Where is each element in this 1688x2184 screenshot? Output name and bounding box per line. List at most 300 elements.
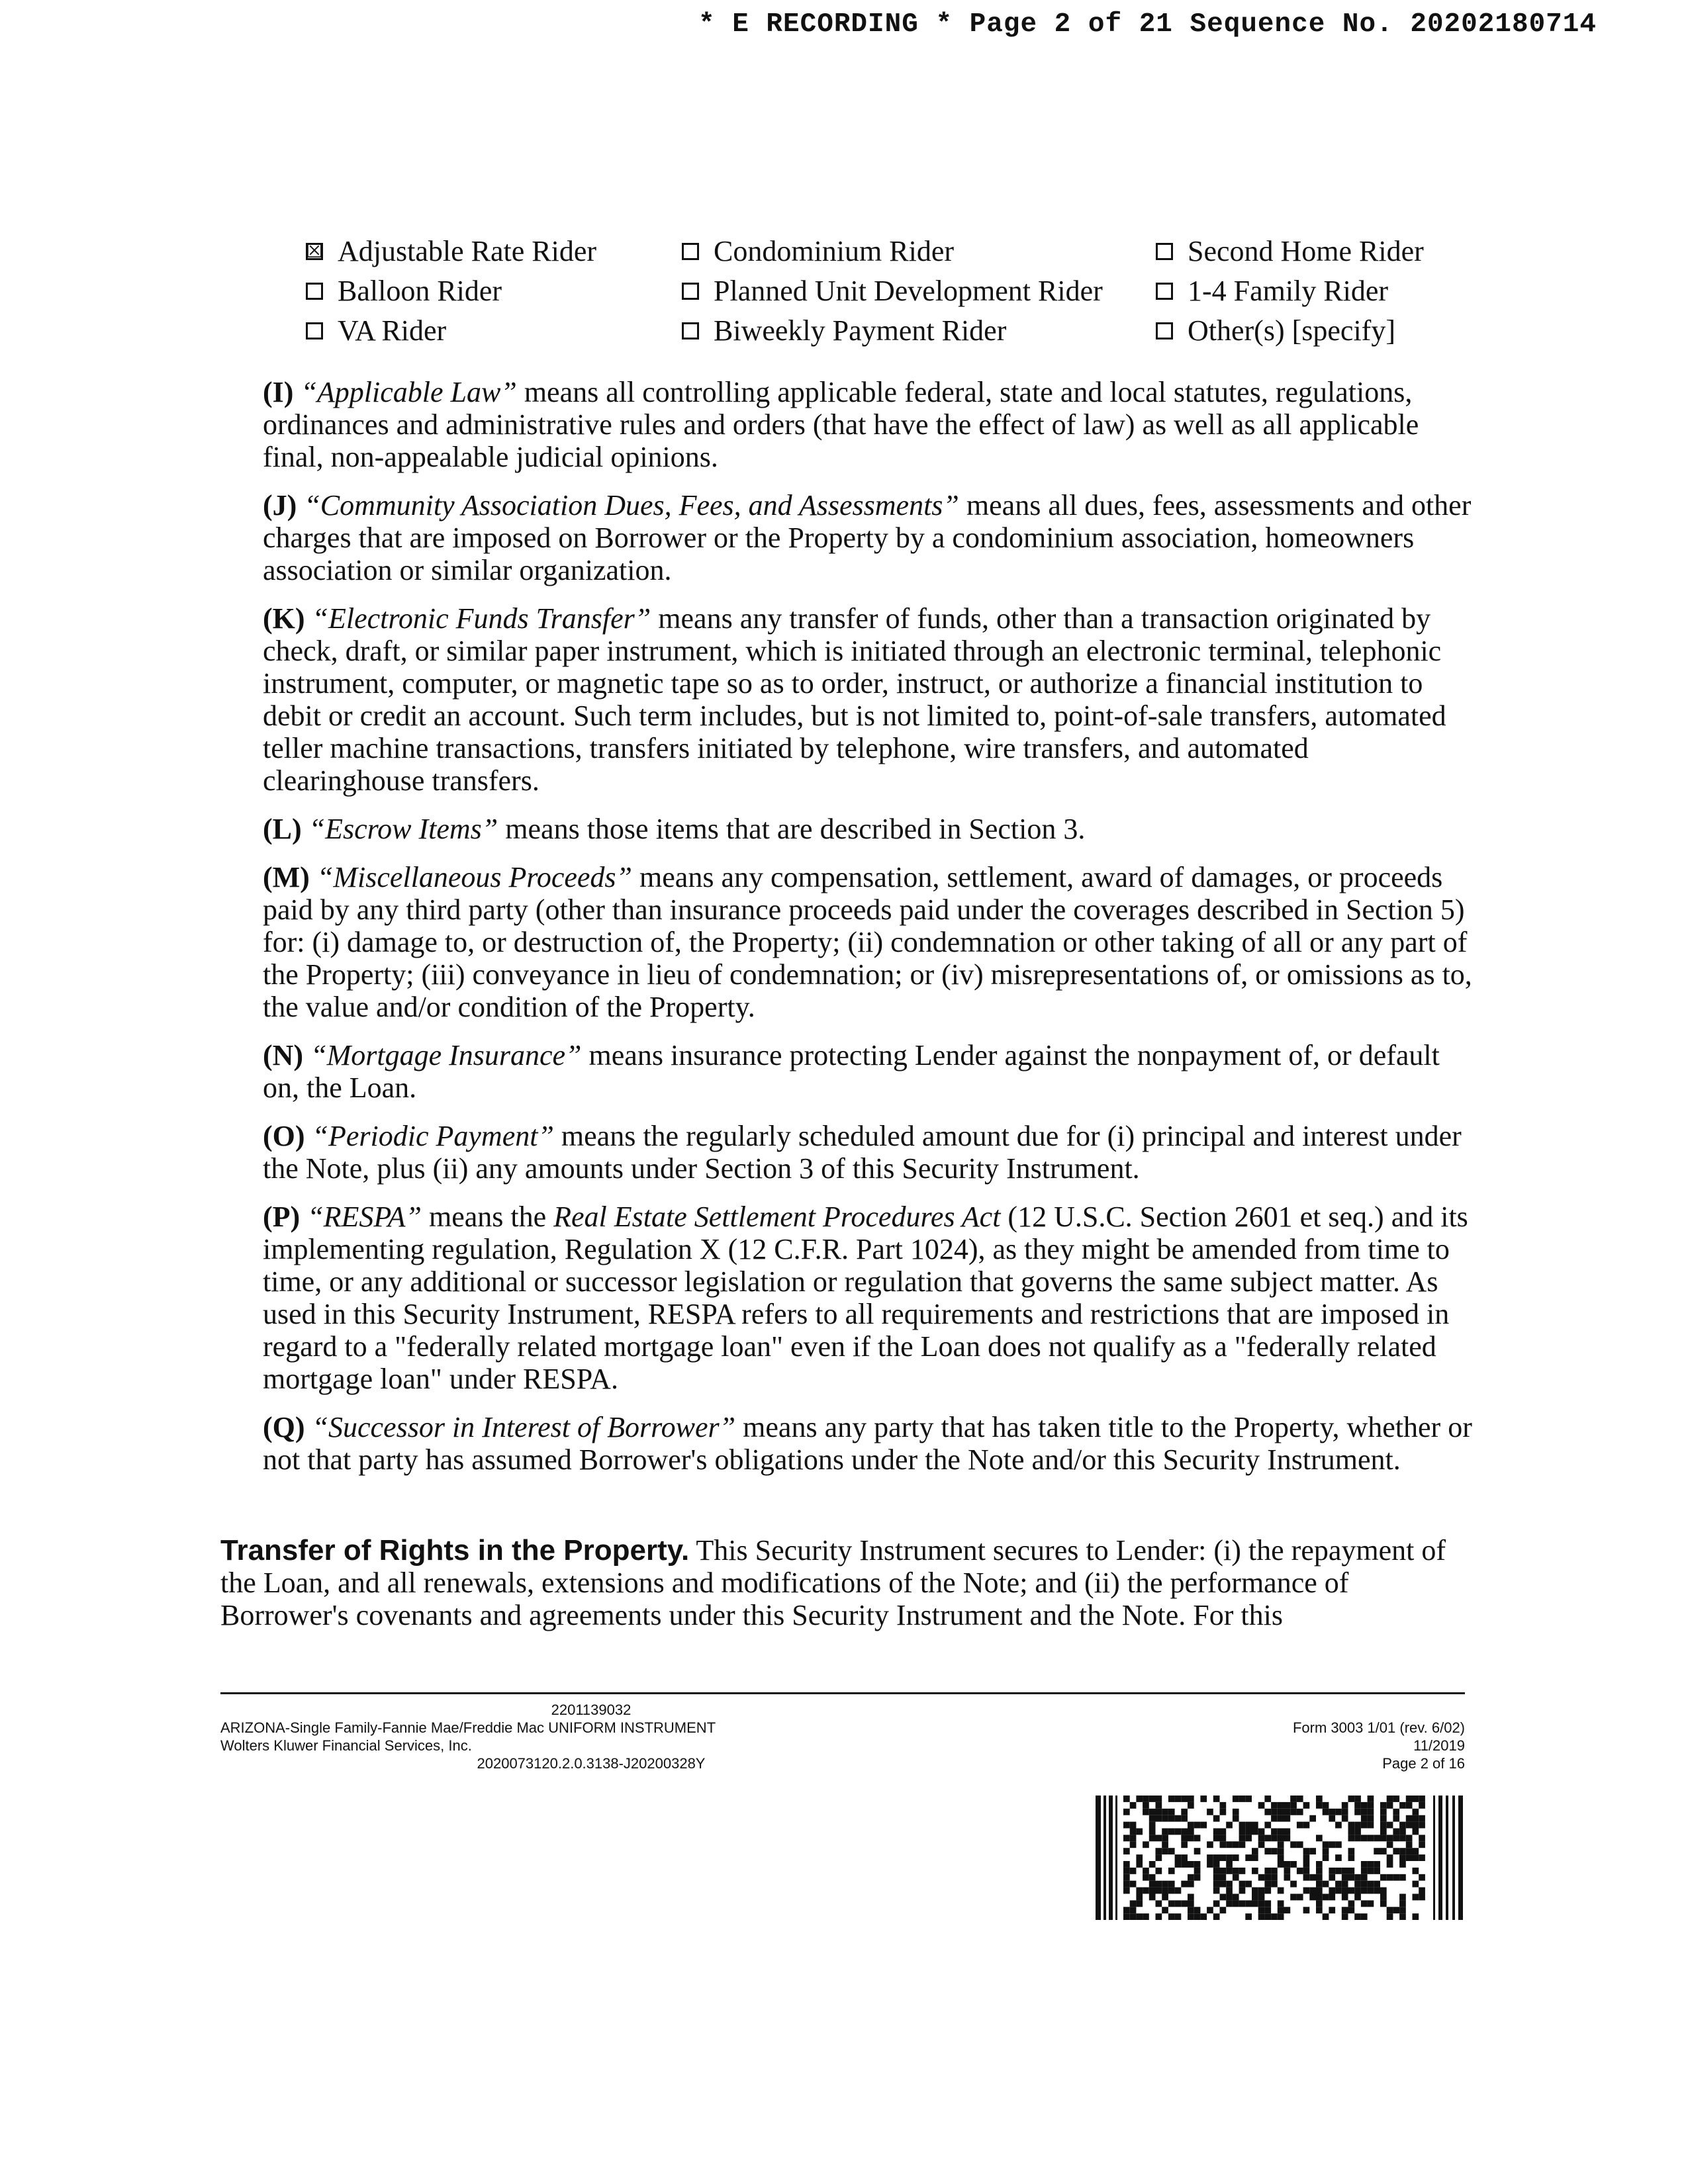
barcode-module xyxy=(1368,1796,1374,1802)
barcode-module xyxy=(1233,1868,1239,1874)
barcode-module xyxy=(1258,1888,1265,1894)
barcode-module xyxy=(1329,1874,1335,1881)
barcode-module xyxy=(1278,1907,1284,1913)
barcode-module xyxy=(1380,1809,1387,1815)
barcode-module xyxy=(1162,1835,1168,1841)
barcode-module xyxy=(1162,1907,1168,1913)
barcode-module xyxy=(1278,1913,1284,1920)
rider-label: VA Rider xyxy=(338,314,447,347)
barcode-module xyxy=(1323,1894,1329,1901)
barcode-module xyxy=(1348,1900,1355,1907)
barcode-module xyxy=(1393,1907,1399,1913)
barcode-module xyxy=(1252,1829,1258,1835)
barcode-module xyxy=(1297,1894,1303,1901)
barcode-module xyxy=(1264,1796,1271,1802)
barcode-module xyxy=(1181,1809,1188,1815)
barcode-module xyxy=(1354,1796,1361,1802)
rider-balloon xyxy=(306,271,682,311)
barcode-module xyxy=(1323,1848,1329,1854)
barcode-module xyxy=(1380,1874,1387,1881)
barcode-module xyxy=(1303,1874,1310,1881)
definition-term: “Applicable Law” xyxy=(301,376,517,408)
definition-term: “Mortgage Insurance” xyxy=(310,1039,582,1071)
barcode-module xyxy=(1213,1829,1220,1835)
barcode-module xyxy=(1245,1854,1252,1861)
definition-text: means any transfer of funds, other than a transaction originated by check, draft, or similar paper instrument, which is initiated through an electronic terminal, telephonic instrument, computer, or magnetic tape so as to order, instruct, or authorize a financial institution to debit or credit an account. Such term includes, but is not limited to, point-of-sale transfers, automated teller machine transactions, transfers initiated by telephone, wire transfers, and automated clearinghouse transfers. xyxy=(263,602,1446,797)
barcode-module xyxy=(1393,1809,1399,1815)
definition-term: “Periodic Payment” xyxy=(312,1120,554,1152)
definition-text: means insurance protecting Lender against the nonpayment of, or default on, the Loan. xyxy=(263,1039,1440,1104)
barcode-module xyxy=(1374,1868,1380,1874)
barcode-module xyxy=(1258,1907,1265,1913)
barcode-module xyxy=(1220,1868,1227,1874)
barcode-module xyxy=(1335,1841,1342,1848)
barcode-module xyxy=(1188,1802,1194,1809)
barcode-module xyxy=(1399,1835,1406,1841)
barcode-module xyxy=(1213,1900,1220,1907)
barcode-module xyxy=(1136,1796,1143,1802)
rider-label: Planned Unit Development Rider xyxy=(714,275,1103,307)
definition-text: means the regularly scheduled amount due for (i) principal and interest under the Note, plus (ii) any amounts under Section 3 of this Security Instrument. xyxy=(263,1120,1462,1185)
barcode-module xyxy=(1278,1848,1284,1854)
barcode-module xyxy=(1245,1822,1252,1829)
rider-label: Biweekly Payment Rider xyxy=(714,314,1007,347)
barcode-module xyxy=(1354,1888,1361,1894)
barcode-module xyxy=(1136,1854,1143,1861)
barcode-module xyxy=(1361,1815,1368,1822)
barcode-module xyxy=(1136,1900,1143,1907)
barcode-module xyxy=(1226,1841,1233,1848)
barcode-module xyxy=(1130,1868,1137,1874)
barcode-module xyxy=(1284,1907,1291,1913)
barcode-module xyxy=(1136,1829,1143,1835)
barcode-module xyxy=(1406,1841,1413,1848)
barcode-module xyxy=(1387,1854,1393,1861)
barcode-module xyxy=(1413,1913,1419,1920)
barcode-module xyxy=(1226,1881,1233,1888)
barcode-module xyxy=(1130,1913,1137,1920)
barcode-module xyxy=(1387,1841,1393,1848)
barcode-module xyxy=(1181,1829,1188,1835)
barcode-module xyxy=(1264,1888,1271,1894)
rider-va xyxy=(306,311,682,351)
barcode-module xyxy=(1335,1822,1342,1829)
barcode-module xyxy=(1399,1854,1406,1861)
definition-letter: (O) xyxy=(263,1120,305,1152)
barcode-module xyxy=(1168,1848,1175,1854)
barcode-module xyxy=(1239,1822,1246,1829)
barcode-module xyxy=(1156,1913,1162,1920)
definition-term: “Successor in Interest of Borrower” xyxy=(312,1411,736,1443)
barcode-module xyxy=(1213,1861,1220,1868)
definition-term: “Escrow Items” xyxy=(308,813,498,845)
rider-biweekly-payment xyxy=(682,311,1156,351)
definitions-section xyxy=(263,376,1474,1492)
barcode-module xyxy=(1290,1802,1297,1809)
barcode-module xyxy=(1213,1815,1220,1822)
definition-term: “Miscellaneous Proceeds” xyxy=(316,861,633,893)
barcode-module xyxy=(1348,1854,1355,1861)
rider-row xyxy=(306,271,1497,311)
barcode-module xyxy=(1156,1900,1162,1907)
barcode-module xyxy=(1258,1874,1265,1881)
barcode-module xyxy=(1348,1848,1355,1854)
barcode-module xyxy=(1168,1796,1175,1802)
barcode-module xyxy=(1271,1809,1278,1815)
barcode-module xyxy=(1393,1815,1399,1822)
barcode-module xyxy=(1413,1894,1419,1901)
barcode-module xyxy=(1361,1913,1368,1920)
act-name: Real Estate Settlement Procedures Act xyxy=(553,1201,1001,1233)
barcode-module xyxy=(1413,1815,1419,1822)
barcode-module xyxy=(1316,1874,1323,1881)
barcode-module xyxy=(1380,1900,1387,1907)
barcode-module xyxy=(1233,1894,1239,1901)
barcode-module xyxy=(1130,1829,1137,1835)
barcode-module xyxy=(1162,1888,1168,1894)
barcode-module xyxy=(1354,1822,1361,1829)
barcode-module xyxy=(1406,1815,1413,1822)
barcode-module xyxy=(1399,1907,1406,1913)
barcode-module xyxy=(1130,1802,1137,1809)
barcode-module xyxy=(1130,1907,1137,1913)
barcode-module xyxy=(1329,1815,1335,1822)
barcode-module xyxy=(1316,1861,1323,1868)
barcode-module xyxy=(1156,1854,1162,1861)
barcode-module xyxy=(1149,1881,1156,1888)
barcode-module xyxy=(1406,1854,1413,1861)
barcode-module xyxy=(1354,1874,1361,1881)
barcode-module xyxy=(1387,1874,1393,1881)
barcode-module xyxy=(1329,1868,1335,1874)
form-number: Form 3003 1/01 (rev. 6/02) xyxy=(1292,1719,1465,1736)
barcode-module xyxy=(1226,1888,1233,1894)
barcode-module xyxy=(1239,1841,1246,1848)
barcode-module xyxy=(1284,1829,1291,1835)
barcode-module xyxy=(1200,1913,1207,1920)
barcode-module xyxy=(1264,1835,1271,1841)
barcode-module xyxy=(1419,1841,1425,1848)
barcode-module xyxy=(1200,1796,1207,1802)
barcode-module xyxy=(1399,1861,1406,1868)
barcode-module xyxy=(1252,1848,1258,1854)
barcode-module xyxy=(1207,1809,1213,1815)
barcode-module xyxy=(1399,1829,1406,1835)
rider-condominium xyxy=(682,232,1156,271)
barcode-module xyxy=(1233,1815,1239,1822)
barcode-module xyxy=(1220,1802,1227,1809)
barcode-module xyxy=(1399,1900,1406,1907)
barcode-module xyxy=(1149,1815,1156,1822)
barcode-module xyxy=(1354,1881,1361,1888)
barcode-module xyxy=(1233,1874,1239,1881)
barcode-module xyxy=(1181,1796,1188,1802)
recording-header: * E RECORDING * Page 2 of 21 Sequence No. 20202180714 xyxy=(698,9,1597,40)
barcode-module xyxy=(1303,1861,1310,1868)
barcode-module xyxy=(1207,1841,1213,1848)
barcode-module xyxy=(1188,1900,1194,1907)
barcode-module xyxy=(1303,1822,1310,1829)
barcode-module xyxy=(1374,1861,1380,1868)
barcode-module xyxy=(1245,1829,1252,1835)
barcode-module xyxy=(1323,1854,1329,1861)
barcode-module xyxy=(1252,1894,1258,1901)
rider-planned-unit-development xyxy=(682,271,1156,311)
barcode-module xyxy=(1284,1809,1291,1815)
empty-box-icon xyxy=(306,283,323,300)
barcode-module xyxy=(1380,1835,1387,1841)
barcode-module xyxy=(1342,1881,1348,1888)
barcode-module xyxy=(1278,1809,1284,1815)
barcode-module xyxy=(1278,1835,1284,1841)
barcode-module xyxy=(1194,1861,1201,1868)
barcode-module xyxy=(1368,1815,1374,1822)
barcode-module xyxy=(1239,1888,1246,1894)
barcode-module xyxy=(1380,1848,1387,1854)
barcode-module xyxy=(1264,1907,1271,1913)
barcode-module xyxy=(1143,1913,1149,1920)
barcode-module xyxy=(1303,1907,1310,1913)
definition-text: means any party that has taken title to the Property, whether or not that party has assumed Borrower's obligations under the Note and/or this Security Instrument. xyxy=(263,1411,1472,1476)
barcode-module xyxy=(1284,1874,1291,1881)
barcode-module xyxy=(1143,1874,1149,1881)
barcode-module xyxy=(1380,1822,1387,1829)
barcode-module xyxy=(1252,1888,1258,1894)
barcode-module xyxy=(1393,1835,1399,1841)
instrument-title: ARIZONA-Single Family-Fannie Mae/Freddie Mac UNIFORM INSTRUMENT xyxy=(220,1719,716,1736)
barcode-module xyxy=(1290,1861,1297,1868)
barcode-module xyxy=(1181,1900,1188,1907)
barcode-module xyxy=(1297,1822,1303,1829)
barcode-module xyxy=(1342,1894,1348,1901)
barcode-module xyxy=(1175,1900,1182,1907)
definition-text: means all controlling applicable federal, state and local statutes, regulations, ordinances and administrative rules and orders (that have the effect of law) as well as all applicable final, non-appealable judicial opinions. xyxy=(263,376,1419,473)
barcode-module xyxy=(1181,1815,1188,1822)
barcode-module xyxy=(1188,1822,1194,1829)
barcode-module xyxy=(1393,1796,1399,1802)
barcode-module xyxy=(1316,1796,1323,1802)
barcode-module xyxy=(1258,1894,1265,1901)
definition-text: means those items that are described in Section 3. xyxy=(498,813,1086,845)
barcode-module xyxy=(1175,1829,1182,1835)
page-footer xyxy=(220,1701,1465,1780)
barcode-module xyxy=(1406,1802,1413,1809)
transfer-of-rights-section xyxy=(220,1534,1465,1631)
barcode-module xyxy=(1335,1854,1342,1861)
barcode-module xyxy=(1143,1868,1149,1874)
barcode-module xyxy=(1123,1868,1130,1874)
barcode-module xyxy=(1264,1822,1271,1829)
barcode-module xyxy=(1168,1888,1175,1894)
barcode-module xyxy=(1361,1822,1368,1829)
rider-second-home xyxy=(1156,232,1487,271)
barcode-module xyxy=(1413,1822,1419,1829)
barcode-module xyxy=(1419,1888,1425,1894)
barcode-module xyxy=(1213,1913,1220,1920)
barcode-module xyxy=(1354,1894,1361,1901)
barcode-module xyxy=(1258,1900,1265,1907)
barcode-module xyxy=(1309,1874,1316,1881)
barcode-module xyxy=(1413,1854,1419,1861)
barcode-module xyxy=(1387,1796,1393,1802)
barcode-module xyxy=(1368,1888,1374,1894)
barcode-module xyxy=(1123,1913,1130,1920)
barcode-module xyxy=(1181,1861,1188,1868)
barcode-module xyxy=(1162,1815,1168,1822)
barcode-module xyxy=(1149,1861,1156,1868)
barcode-module xyxy=(1162,1809,1168,1815)
barcode-module xyxy=(1239,1796,1246,1802)
barcode-module xyxy=(1284,1835,1291,1841)
definition-letter: (J) xyxy=(263,489,297,522)
barcode-module xyxy=(1123,1835,1130,1841)
barcode-module xyxy=(1226,1894,1233,1901)
barcode-module xyxy=(1374,1835,1380,1841)
barcode-module xyxy=(1374,1848,1380,1854)
barcode-module xyxy=(1329,1888,1335,1894)
rider-adjustable-rate xyxy=(306,232,682,271)
barcode-module xyxy=(1348,1888,1355,1894)
barcode-module xyxy=(1194,1868,1201,1874)
barcode-module xyxy=(1290,1841,1297,1848)
barcode-module xyxy=(1329,1841,1335,1848)
barcode-module xyxy=(1188,1835,1194,1841)
barcode-module xyxy=(1271,1815,1278,1822)
barcode-module xyxy=(1342,1815,1348,1822)
barcode-module xyxy=(1258,1841,1265,1848)
barcode-module xyxy=(1258,1829,1265,1835)
barcode-module xyxy=(1226,1900,1233,1907)
barcode-module xyxy=(1323,1809,1329,1815)
barcode-module xyxy=(1342,1809,1348,1815)
barcode-module xyxy=(1123,1888,1130,1894)
barcode-module xyxy=(1156,1809,1162,1815)
barcode-module xyxy=(1368,1809,1374,1815)
barcode-module xyxy=(1194,1848,1201,1854)
barcode-module xyxy=(1252,1868,1258,1874)
definition-text: means all dues, fees, assessments and other charges that are imposed on Borrower or the Property by a condominium association, homeowners association or similar organization. xyxy=(263,489,1472,586)
barcode-module xyxy=(1323,1841,1329,1848)
barcode-module xyxy=(1278,1802,1284,1809)
barcode-module xyxy=(1162,1829,1168,1835)
barcode-module xyxy=(1406,1848,1413,1854)
empty-box-icon xyxy=(1156,322,1173,340)
barcode-module xyxy=(1226,1822,1233,1829)
barcode-module xyxy=(1380,1894,1387,1901)
barcode-module xyxy=(1156,1868,1162,1874)
barcode-module xyxy=(1303,1802,1310,1809)
barcode-module xyxy=(1220,1829,1227,1835)
barcode-module xyxy=(1213,1881,1220,1888)
barcode-module xyxy=(1329,1907,1335,1913)
empty-box-icon xyxy=(682,283,699,300)
rider-checklist xyxy=(306,232,1497,351)
barcode-module xyxy=(1271,1835,1278,1841)
barcode-module xyxy=(1175,1854,1182,1861)
barcode-module xyxy=(1181,1881,1188,1888)
barcode-module xyxy=(1278,1861,1284,1868)
barcode-module xyxy=(1271,1913,1278,1920)
barcode-module xyxy=(1226,1868,1233,1874)
empty-box-icon xyxy=(1156,243,1173,260)
barcode-module xyxy=(1207,1861,1213,1868)
barcode-module xyxy=(1213,1796,1220,1802)
footer-right xyxy=(1293,1719,1465,1772)
rider-label: Condominium Rider xyxy=(714,235,954,267)
barcode-module xyxy=(1413,1868,1419,1874)
barcode-icon xyxy=(1096,1796,1463,1920)
barcode-module xyxy=(1149,1822,1156,1829)
barcode-module xyxy=(1284,1868,1291,1874)
barcode-module xyxy=(1213,1854,1220,1861)
barcode-module xyxy=(1335,1888,1342,1894)
barcode-module xyxy=(1348,1822,1355,1829)
barcode-module xyxy=(1406,1835,1413,1841)
barcode-module xyxy=(1258,1835,1265,1841)
barcode-module xyxy=(1136,1861,1143,1868)
barcode-module xyxy=(1278,1900,1284,1907)
definition-community-association-dues xyxy=(263,489,1474,586)
barcode-module xyxy=(1380,1802,1387,1809)
barcode-module xyxy=(1156,1802,1162,1809)
barcode-module xyxy=(1368,1868,1374,1874)
barcode-module xyxy=(1342,1868,1348,1874)
barcode-module xyxy=(1130,1835,1137,1841)
barcode-module xyxy=(1239,1900,1246,1907)
barcode-module xyxy=(1419,1894,1425,1901)
barcode-module xyxy=(1406,1822,1413,1829)
barcode-module xyxy=(1354,1913,1361,1920)
barcode-module xyxy=(1168,1815,1175,1822)
barcode-module xyxy=(1309,1848,1316,1854)
barcode-module xyxy=(1220,1809,1227,1815)
barcode-module xyxy=(1233,1796,1239,1802)
rider-row xyxy=(306,232,1497,271)
barcode-module xyxy=(1361,1835,1368,1841)
barcode-module xyxy=(1233,1854,1239,1861)
barcode-module xyxy=(1194,1822,1201,1829)
barcode-module xyxy=(1181,1835,1188,1841)
barcode-module xyxy=(1290,1881,1297,1888)
barcode-module xyxy=(1335,1809,1342,1815)
barcode-module xyxy=(1143,1802,1149,1809)
barcode-module xyxy=(1290,1796,1297,1802)
barcode-module xyxy=(1168,1913,1175,1920)
section-heading: Transfer of Rights in the Property. xyxy=(220,1534,690,1567)
barcode-module xyxy=(1361,1861,1368,1868)
barcode-module xyxy=(1354,1802,1361,1809)
barcode-module xyxy=(1175,1861,1182,1868)
barcode-module xyxy=(1354,1829,1361,1835)
barcode-module xyxy=(1413,1848,1419,1854)
loan-number: 2201139032 xyxy=(551,1702,632,1718)
barcode-module xyxy=(1348,1829,1355,1835)
barcode-module xyxy=(1239,1868,1246,1874)
barcode-module xyxy=(1239,1835,1246,1841)
barcode-module xyxy=(1264,1868,1271,1874)
barcode-module xyxy=(1213,1868,1220,1874)
barcode-module xyxy=(1123,1822,1130,1829)
barcode-module xyxy=(1264,1900,1271,1907)
barcode-module xyxy=(1156,1815,1162,1822)
barcode-module xyxy=(1258,1802,1265,1809)
barcode-module xyxy=(1335,1881,1342,1888)
barcode-module xyxy=(1419,1815,1425,1822)
barcode-module xyxy=(1245,1913,1252,1920)
barcode-module xyxy=(1123,1809,1130,1815)
barcode-module xyxy=(1168,1809,1175,1815)
barcode-module xyxy=(1361,1809,1368,1815)
